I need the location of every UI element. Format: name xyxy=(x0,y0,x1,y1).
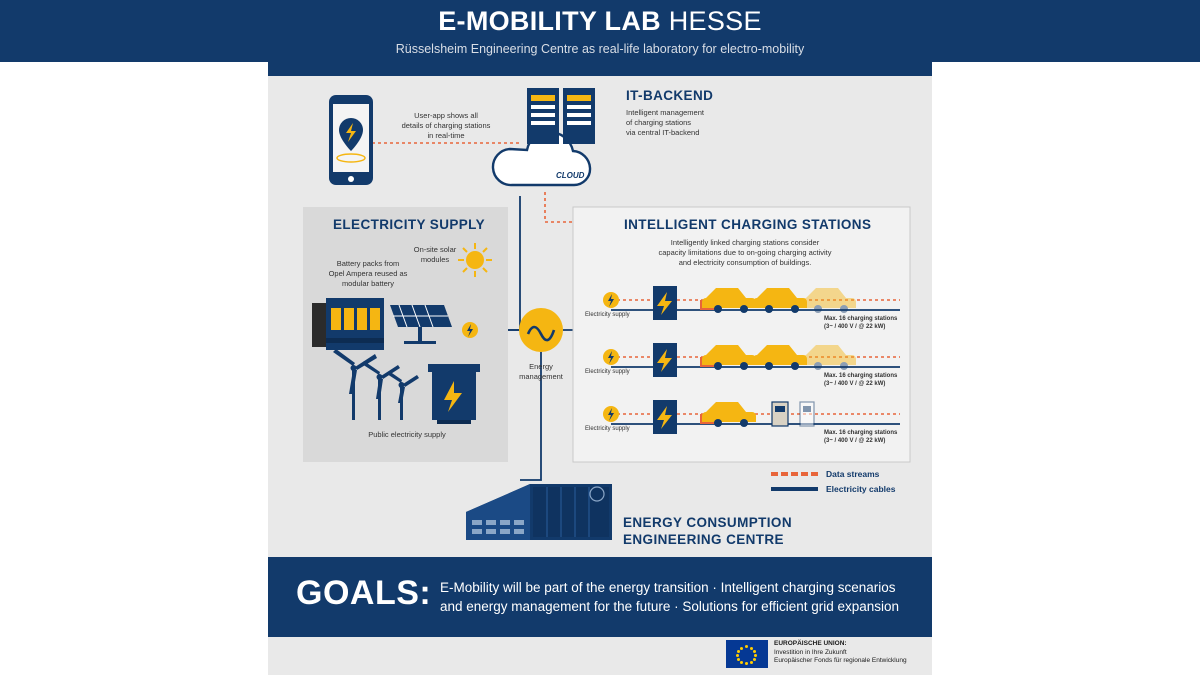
eu-flag-icon xyxy=(726,640,768,668)
page-subtitle: Rüsselsheim Engineering Centre as real-life laboratory for electro-mobility xyxy=(395,42,805,56)
eu-text-line1: EUROPÄISCHE UNION: xyxy=(774,640,847,647)
goals-text-line1: E-Mobility will be part of the energy transition · Intelligent charging scenarios xyxy=(440,580,896,595)
battery-pack-icon xyxy=(312,298,384,350)
row-3-supply-label: Electricity supply xyxy=(585,426,630,432)
engineering-centre-building-icon xyxy=(466,484,612,540)
battery-caption: Battery packs from Opel Ampera reused as modular battery xyxy=(328,259,408,288)
app-note: User-app shows all details of charging stations in real-time xyxy=(401,111,491,140)
legend-electricity-cables-label: Electricity cables xyxy=(826,484,896,494)
legend-data-streams-label: Data streams xyxy=(826,469,880,479)
legend-marks xyxy=(771,472,818,491)
transformer-icon xyxy=(428,364,480,424)
charging-post-icon xyxy=(772,402,788,426)
supply-node-icon xyxy=(462,322,478,338)
energy-management-caption: Energy management xyxy=(519,362,563,381)
eu-text-line3: Europäischer Fonds für regionale Entwicklung xyxy=(774,657,907,664)
smartphone-icon xyxy=(329,95,373,185)
energy-consumption-line2: ENGINEERING CENTRE xyxy=(623,532,784,547)
electricity-supply-title: ELECTRICITY SUPPLY xyxy=(333,217,485,232)
page-title-bold: E-MOBILITY LAB xyxy=(438,6,661,36)
row-1-spec: Max. 16 charging stations (3~ / 400 V / @ 22 kW) xyxy=(824,316,898,330)
row-2-supply-label: Electricity supply xyxy=(585,369,630,375)
goals-label: GOALS: xyxy=(296,574,432,612)
row-1-supply-label: Electricity supply xyxy=(585,312,630,318)
solar-caption: On-site solar modules xyxy=(413,245,457,264)
it-backend-text: Intelligent management of charging stations via central IT-backend xyxy=(626,108,704,137)
cloud-label: CLOUD xyxy=(556,171,585,180)
eu-text-line2: Investition in Ihre Zukunft xyxy=(774,648,847,656)
goals-text-line2: and energy management for the future · Solutions for efficient grid expansion xyxy=(440,599,900,614)
public-supply-caption: Public electricity supply xyxy=(368,430,446,439)
row-3-spec: Max. 16 charging stations (3~ / 400 V / @ 22 kW) xyxy=(824,430,898,444)
eu-text xyxy=(774,640,907,666)
energy-consumption-line1: ENERGY CONSUMPTION xyxy=(623,515,792,530)
charging-stations-subtitle: Intelligently linked charging stations consider capacity limitations due to on-going charging activity and electricity consumption of buildings. xyxy=(658,238,832,267)
goals-text xyxy=(440,578,916,616)
row-2-spec: Max. 16 charging stations (3~ / 400 V / @ 22 kW) xyxy=(824,373,898,387)
charging-post-icon-faded xyxy=(800,402,814,426)
energy-management-icon xyxy=(519,308,563,352)
it-backend-title: IT-BACKEND xyxy=(626,88,714,103)
eu-logo xyxy=(726,640,916,668)
charging-stations-title: INTELLIGENT CHARGING STATIONS xyxy=(624,217,872,232)
page-title-light: HESSE xyxy=(660,6,762,36)
